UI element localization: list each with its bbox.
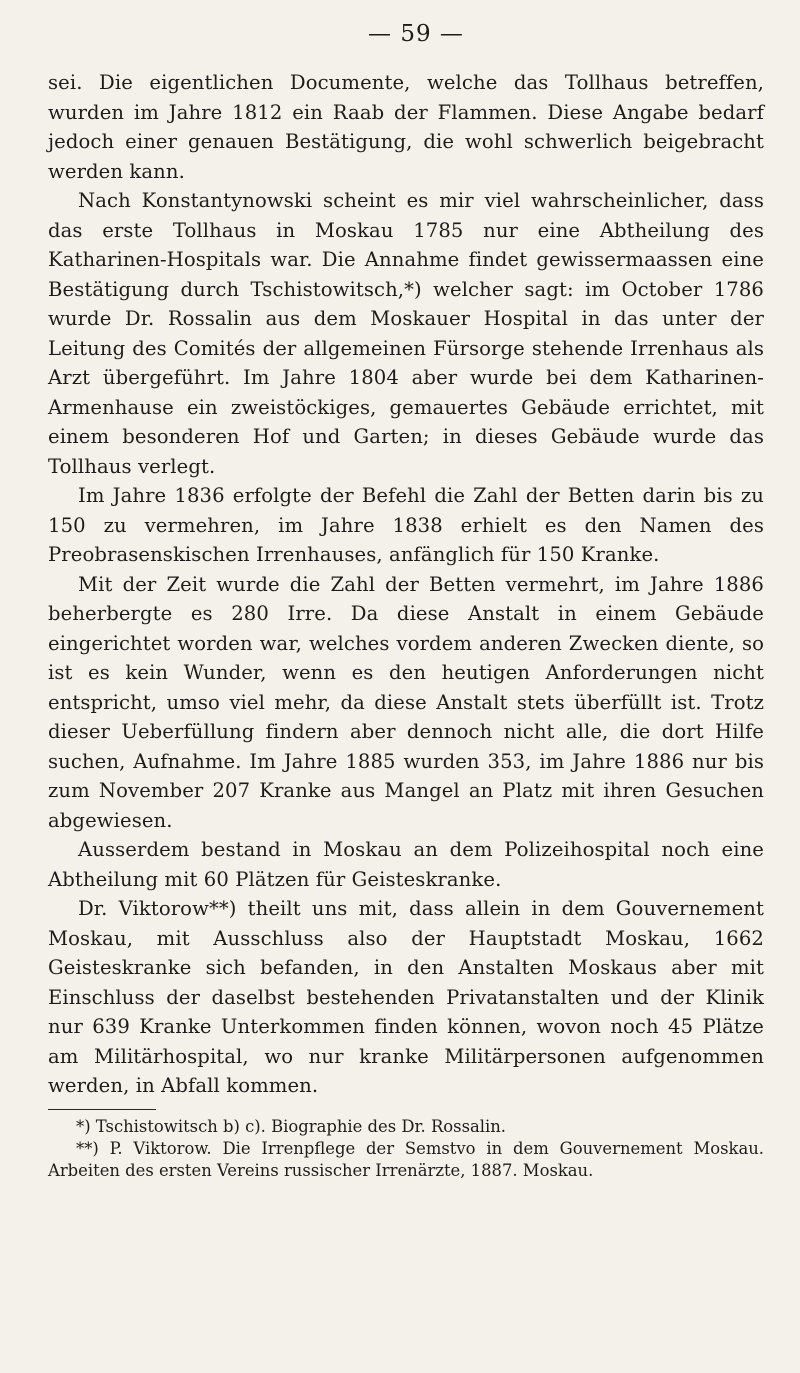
paragraph-2: Nach Konstantynowski scheint es mir viel wahrscheinlicher, dass das erste Tollhaus in Moskau 1785 nur eine Abtheilung des Katharinen-Hospitals war. Die Annahme findet gewissermaassen eine Bestätigung durch Tschistowitsch,*) welcher sagt: im October 1786 wurde Dr. Rossalin aus dem Moskauer Hospital in das unter der Leitung des Comités der allgemeinen Fürsorge stehende Irrenhaus als Arzt übergeführt. Im Jahre 1804 aber wurde bei dem Katharinen-Armenhause ein zweistöckiges, gemauertes Gebäude errichtet, mit einem besonderen Hof und Garten; in dieses Gebäude wurde das Tollhaus verlegt. [48,189,764,478]
paragraph-4: Mit der Zeit wurde die Zahl der Betten vermehrt, im Jahre 1886 beherbergte es 280 Irre. Da diese Anstalt in einem Gebäude eingerichtet worden war, welches vordem anderen Zwecken diente, so ist es kein Wunder, wenn es den heutigen Anforderungen nicht entspricht, umso viel mehr, da diese Anstalt stets überfüllt ist. Trotz dieser Ueberfüllung findern aber dennoch nicht alle, die dort Hilfe suchen, Aufnahme. Im Jahre 1885 wurden 353, im Jahre 1886 nur bis zum November 207 Kranke aus Mangel an Platz mit ihren Gesuchen abgewiesen. [48,572,764,832]
paragraph-3: Im Jahre 1836 erfolgte der Befehl die Zahl der Betten darin bis zu 150 zu vermehren, im Jahre 1838 erhielt es den Namen des Preobrasenskischen Irrenhauses, anfänglich für 150 Kranke. [48,484,764,566]
paragraph-1: sei. Die eigentlichen Documente, welche das Tollhaus betreffen, wurden im Jahre 1812 ein Raab der Flammen. Diese Angabe bedarf jedoch einer genauen Bestätigung, die wohl schwerlich beigebracht werden kann. [48,71,764,183]
footnote-1: *) Tschistowitsch b) c). Biographie des Dr. Rossalin. [76,1116,507,1136]
paragraph-5: Ausserdem bestand in Moskau an dem Polizeihospital noch eine Abtheilung mit 60 Plätzen für Geisteskranke. [48,838,764,891]
footnote-divider [48,1109,156,1110]
footnotes [48,1116,764,1182]
page-number: — 59 — [368,21,464,47]
footnote-2: **) P. Viktorow. Die Irrenpflege der Semstvo in dem Gouvernement Moskau. Arbeiten des ersten Vereins russischer Irrenärzte, 1887. Moskau. [48,1138,764,1180]
paragraph-6: Dr. Viktorow**) theilt uns mit, dass allein in dem Gouvernement Moskau, mit Ausschluss also der Hauptstadt Moskau, 1662 Geisteskranke sich befanden, in den Anstalten Moskaus aber mit Einschluss der daselbst bestehenden Privatanstalten und der Klinik nur 639 Kranke Unterkommen finden können, wovon noch 45 Plätze am Militärhospital, wo nur kranke Militärpersonen aufgenommen werden, in Abfall kommen. [48,897,764,1097]
document-page [48,14,764,1182]
body-text [48,68,764,1101]
